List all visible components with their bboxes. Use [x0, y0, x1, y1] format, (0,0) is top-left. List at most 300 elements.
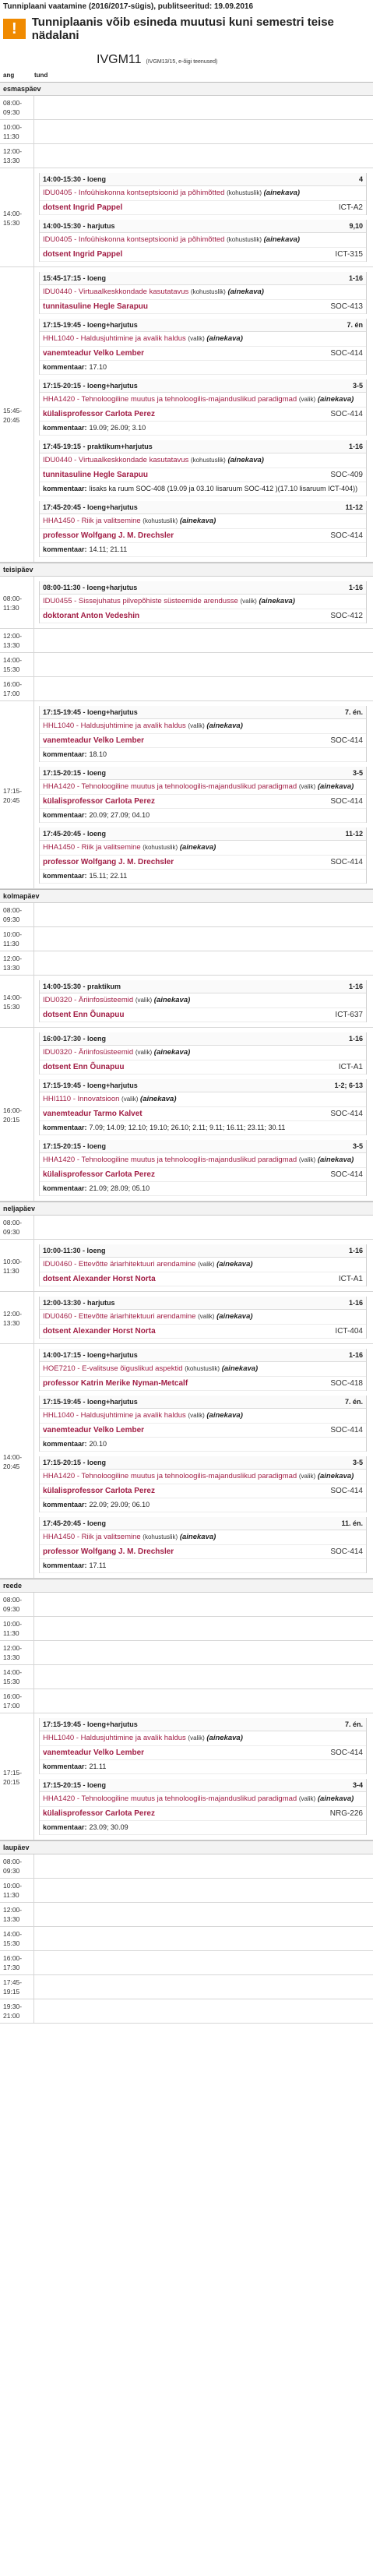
events-cell — [34, 1713, 373, 1840]
time-slot: 14:00-15:30 — [0, 168, 34, 266]
course-requirement: (kohustuslik) — [227, 189, 262, 196]
group-code: IVGM11 — [97, 53, 142, 66]
event-card — [39, 706, 367, 762]
event-time-type: 14:00-17:15 - loeng+harjutus — [43, 1351, 138, 1359]
syllabus-link[interactable]: (ainekava) — [227, 456, 264, 464]
time-slot: 10:00-11:30 — [0, 927, 34, 951]
time-slot: 16:00-20:15 — [0, 1028, 34, 1201]
event-header — [40, 581, 366, 595]
course-requirement: (valik) — [188, 335, 205, 342]
event-comment — [40, 361, 366, 375]
event-time-type: 15:45-17:15 - loeng — [43, 274, 107, 282]
time-row — [0, 629, 373, 653]
events-cell — [34, 1344, 373, 1578]
syllabus-link[interactable]: (ainekava) — [179, 843, 216, 852]
time-row — [0, 701, 373, 889]
room-label: SOC-412 — [330, 612, 363, 620]
room-label: ICT-A2 — [338, 203, 363, 212]
event-comment — [40, 809, 366, 823]
course-link[interactable]: HHL1040 - Haldusjuhtimine ja avalik haldus (valik) (ainekava) — [40, 1731, 366, 1746]
course-link[interactable]: HHL1040 - Haldusjuhtimine ja avalik haldus (valik) (ainekava) — [40, 332, 366, 347]
time-slot: 14:00-15:30 — [0, 1665, 34, 1689]
event-card — [39, 980, 367, 1022]
day-title: reede — [0, 1579, 373, 1593]
event-comment — [40, 1821, 366, 1835]
syllabus-link[interactable]: (ainekava) — [179, 517, 216, 525]
time-row — [0, 1999, 373, 2024]
event-card — [39, 440, 367, 496]
event-weeks: 7. én — [347, 321, 363, 329]
col-weekday: ang — [3, 72, 15, 79]
syllabus-link[interactable]: (ainekava) — [216, 1260, 253, 1269]
day-section — [0, 1202, 373, 1579]
room-label: NRG-226 — [329, 1809, 363, 1818]
course-link[interactable]: IDU0320 - Äriinfosüsteemid (valik) (ainekava) — [40, 1046, 366, 1060]
time-row — [0, 1240, 373, 1292]
day-title: neljapäev — [0, 1202, 373, 1216]
event-time-type: 14:00-15:30 - loeng — [43, 175, 107, 183]
course-requirement: (kohustuslik) — [190, 457, 226, 464]
time-slot: 14:00-15:30 — [0, 976, 34, 1027]
event-header — [40, 440, 366, 453]
teacher-link[interactable]: vanemteadur Velko Lember — [43, 1749, 145, 1757]
event-time-type: 17:15-19:45 - loeng+harjutus — [43, 321, 138, 329]
time-row — [0, 1879, 373, 1903]
events-cell — [34, 120, 373, 143]
time-row — [0, 1951, 373, 1975]
course-link[interactable]: HHA1420 - Tehnoloogiline muutus ja tehnoloogilis-majanduslikud paradigmad (valik) (ainekava) — [40, 780, 366, 795]
event-weeks: 7. én. — [344, 708, 363, 716]
event-comment — [40, 1498, 366, 1512]
event-header — [40, 1456, 366, 1470]
course-requirement: (valik) — [198, 1261, 215, 1268]
comment-text: 17.10 — [89, 363, 107, 371]
syllabus-link[interactable]: (ainekava) — [179, 1533, 216, 1541]
event-time-type: 10:00-11:30 - loeng — [43, 1247, 106, 1254]
time-slot: 16:00-17:00 — [0, 1689, 34, 1713]
time-slot: 15:45-20:45 — [0, 267, 34, 562]
time-slot: 08:00-09:30 — [0, 1593, 34, 1616]
events-cell — [34, 1951, 373, 1974]
events-cell — [34, 951, 373, 975]
syllabus-link[interactable]: (ainekava) — [263, 235, 301, 244]
teacher-link[interactable]: vanemteadur Tarmo Kalvet — [43, 1110, 143, 1118]
comment-text: 7.09; 14.09; 12.10; 19.10; 26.10; 2.11; 9.11; 16.11; 23.11; 30.11 — [89, 1124, 286, 1131]
syllabus-link[interactable]: (ainekava) — [153, 996, 191, 1004]
event-weeks: 1-16 — [348, 274, 363, 282]
syllabus-link[interactable]: (ainekava) — [153, 1048, 191, 1057]
syllabus-link[interactable]: (ainekava) — [317, 395, 354, 404]
event-comment — [40, 1559, 366, 1573]
comment-label: kommentaar: — [43, 1561, 87, 1569]
course-requirement: (valik) — [135, 1049, 153, 1056]
comment-label: kommentaar: — [43, 545, 87, 553]
event-header — [40, 1718, 366, 1731]
teacher-link[interactable]: professor Wolfgang J. M. Drechsler — [43, 858, 174, 866]
syllabus-link[interactable]: (ainekava) — [140, 1095, 177, 1103]
event-card — [39, 827, 367, 884]
event-header — [40, 980, 366, 993]
comment-text: 23.09; 30.09 — [89, 1823, 128, 1831]
time-row — [0, 1689, 373, 1713]
event-header — [40, 767, 366, 780]
events-cell — [34, 1689, 373, 1713]
course-requirement: (valik) — [240, 598, 257, 605]
event-time-type: 14:00-15:30 - praktikum — [43, 983, 121, 990]
room-label: SOC-414 — [330, 1170, 363, 1179]
comment-label: kommentaar: — [43, 1124, 87, 1131]
event-time-type: 17:45-19:15 - praktikum+harjutus — [43, 443, 153, 450]
comment-text: 20.09; 27.09; 04.10 — [89, 811, 150, 819]
events-cell — [34, 1292, 373, 1343]
syllabus-link[interactable]: (ainekava) — [206, 1734, 243, 1742]
comment-text: 15.11; 22.11 — [89, 872, 128, 880]
events-cell — [34, 1903, 373, 1926]
syllabus-link[interactable]: (ainekava) — [216, 1312, 253, 1321]
syllabus-link[interactable]: (ainekava) — [221, 1364, 259, 1373]
syllabus-link[interactable]: (ainekava) — [317, 1794, 354, 1803]
time-slot: 12:00-13:30 — [0, 1641, 34, 1664]
course-link[interactable]: IDU0405 - Infoühiskonna kontseptsioonid ja põhimõtted (kohustuslik) (ainekava) — [40, 186, 366, 201]
events-cell — [34, 1216, 373, 1239]
event-header — [40, 220, 366, 233]
comment-text: 17.11 — [89, 1561, 107, 1569]
teacher-link[interactable]: tunnitasuline Hegle Sarapuu — [43, 302, 149, 311]
event-weeks: 1-16 — [348, 1351, 363, 1359]
event-time-type: 17:15-20:15 - loeng — [43, 1781, 107, 1789]
events-cell — [34, 1028, 373, 1201]
course-requirement: (valik) — [188, 1412, 205, 1419]
events-cell — [34, 96, 373, 119]
comment-text: 22.09; 29.09; 06.10 — [89, 1501, 150, 1509]
syllabus-link[interactable]: (ainekava) — [259, 597, 295, 605]
time-row — [0, 976, 373, 1028]
event-time-type: 16:00-17:30 - loeng — [43, 1035, 107, 1043]
teacher-row — [40, 609, 366, 623]
teacher-link[interactable]: dotsent Ingrid Pappel — [43, 203, 123, 212]
course-link[interactable]: HHA1450 - Riik ja valitsemine (kohustuslik) (ainekava) — [40, 514, 366, 529]
event-weeks: 1-16 — [348, 443, 363, 450]
room-label: SOC-414 — [330, 349, 363, 358]
day-section — [0, 889, 373, 1202]
event-header — [40, 1517, 366, 1530]
teacher-link[interactable]: dotsent Ingrid Pappel — [43, 250, 123, 259]
events-cell — [34, 144, 373, 168]
syllabus-link[interactable]: (ainekava) — [263, 189, 301, 197]
event-card — [39, 379, 367, 436]
event-weeks: 3-5 — [352, 769, 363, 777]
event-comment — [40, 870, 366, 884]
course-link[interactable]: HHA1420 - Tehnoloogiline muutus ja tehnoloogilis-majanduslikud paradigmad (valik) (ainekava) — [40, 393, 366, 408]
time-slot: 10:00-11:30 — [0, 1240, 34, 1291]
event-card — [39, 173, 367, 215]
room-label: SOC-414 — [330, 797, 363, 806]
room-label: SOC-409 — [330, 471, 363, 479]
teacher-link[interactable]: külalisprofessor Carlota Perez — [43, 797, 155, 806]
comment-text: lisaks ka ruum SOC-408 (19.09 ja 03.10 lisaruum SOC-412 )(17.10 lisaruum ICT-404)) — [89, 485, 358, 492]
teacher-link[interactable]: dotsent Enn Õunapuu — [43, 1011, 125, 1019]
teacher-link[interactable]: professor Katrin Merike Nyman-Metcalf — [43, 1379, 188, 1388]
course-requirement: (valik) — [198, 1313, 215, 1320]
time-slot: 14:00-20:45 — [0, 1344, 34, 1578]
event-card — [39, 1456, 367, 1512]
course-link[interactable]: IDU0460 - Ettevõtte äriarhitektuuri arendamine (valik) (ainekava) — [40, 1258, 366, 1272]
event-header — [40, 1140, 366, 1153]
room-label: ICT-A1 — [338, 1063, 363, 1071]
time-row — [0, 1344, 373, 1579]
course-link[interactable]: HHA1420 - Tehnoloogiline muutus ja tehnoloogilis-majanduslikud paradigmad (valik) (ainekava) — [40, 1792, 366, 1807]
events-cell — [34, 1975, 373, 1999]
event-card — [39, 1032, 367, 1075]
time-row — [0, 144, 373, 168]
warning-text: Tunniplaanis võib esineda muutusi kuni semestri teise nädalani — [31, 16, 334, 42]
time-slot: 08:00-09:30 — [0, 96, 34, 119]
event-comment — [40, 1760, 366, 1774]
event-header — [40, 501, 366, 514]
teacher-link[interactable]: külalisprofessor Carlota Perez — [43, 1170, 155, 1179]
course-requirement: (kohustuslik) — [227, 236, 262, 243]
event-time-type: 17:45-20:45 - loeng — [43, 1519, 107, 1527]
events-cell — [34, 701, 373, 888]
teacher-row — [40, 1008, 366, 1022]
time-slot: 10:00-11:30 — [0, 1879, 34, 1902]
time-row — [0, 1641, 373, 1665]
syllabus-link[interactable]: (ainekava) — [206, 722, 243, 730]
course-requirement: (kohustuslik) — [190, 288, 226, 295]
course-link[interactable]: HHA1450 - Riik ja valitsemine (kohustuslik) (ainekava) — [40, 841, 366, 856]
event-time-type: 17:15-19:45 - loeng+harjutus — [43, 1082, 138, 1089]
time-row — [0, 1216, 373, 1240]
event-weeks: 1-16 — [348, 983, 363, 990]
time-slot: 12:00-13:30 — [0, 629, 34, 652]
event-time-type: 17:15-19:45 - loeng+harjutus — [43, 708, 138, 716]
room-label: SOC-414 — [330, 1547, 363, 1556]
room-label: SOC-413 — [330, 302, 363, 311]
course-link[interactable]: HHA1450 - Riik ja valitsemine (kohustuslik) (ainekava) — [40, 1530, 366, 1545]
events-cell — [34, 927, 373, 951]
events-cell — [34, 1593, 373, 1616]
teacher-link[interactable]: külalisprofessor Carlota Perez — [43, 410, 155, 418]
comment-label: kommentaar: — [43, 1763, 87, 1770]
teacher-link[interactable]: külalisprofessor Carlota Perez — [43, 1487, 155, 1495]
time-row — [0, 1903, 373, 1927]
warning-banner — [3, 16, 370, 42]
teacher-link[interactable]: vanemteadur Velko Lember — [43, 1426, 145, 1434]
course-link[interactable]: HOE7210 - E-valitsuse õiguslikud aspektid (kohustuslik) (ainekava) — [40, 1362, 366, 1377]
day-title: laupäev — [0, 1841, 373, 1854]
event-weeks: 1-16 — [348, 1247, 363, 1254]
day-title: esmaspäev — [0, 83, 373, 96]
event-time-type: 17:15-20:15 - loeng — [43, 769, 107, 777]
comment-text: 14.11; 21.11 — [89, 545, 128, 553]
event-comment — [40, 482, 366, 496]
events-cell — [34, 903, 373, 926]
teacher-row — [40, 795, 366, 809]
teacher-row — [40, 201, 366, 215]
events-cell — [34, 1854, 373, 1878]
teacher-link[interactable]: tunnitasuline Hegle Sarapuu — [43, 471, 149, 479]
events-cell — [34, 267, 373, 562]
time-slot: 14:00-15:30 — [0, 1927, 34, 1950]
syllabus-link[interactable]: (ainekava) — [317, 1156, 354, 1164]
room-label: SOC-418 — [330, 1379, 363, 1388]
course-link[interactable]: HHL1040 - Haldusjuhtimine ja avalik haldus (valik) (ainekava) — [40, 1409, 366, 1424]
event-weeks: 1-16 — [348, 1035, 363, 1043]
time-row — [0, 1593, 373, 1617]
teacher-link[interactable]: professor Wolfgang J. M. Drechsler — [43, 531, 174, 540]
comment-label: kommentaar: — [43, 363, 87, 371]
teacher-row — [40, 1484, 366, 1498]
course-link[interactable]: IDU0455 - Sissejuhatus pilvepõhiste süsteemide arendusse (valik) (ainekava) — [40, 595, 366, 609]
event-header — [40, 272, 366, 285]
event-card — [39, 319, 367, 375]
time-row — [0, 1665, 373, 1689]
course-requirement: (kohustuslik) — [143, 844, 178, 851]
time-row — [0, 267, 373, 563]
course-requirement: (valik) — [298, 1795, 316, 1802]
course-link[interactable]: HHA1420 - Tehnoloogiline muutus ja tehnoloogilis-majanduslikud paradigmad (valik) (ainekava) — [40, 1470, 366, 1484]
event-time-type: 14:00-15:30 - harjutus — [43, 222, 115, 230]
event-time-type: 17:45-20:45 - loeng — [43, 830, 107, 838]
event-card — [39, 1349, 367, 1391]
course-link[interactable]: IDU0440 - Virtuaalkeskkondade kasutatavus (kohustuslik) (ainekava) — [40, 285, 366, 300]
event-weeks: 3-5 — [352, 1459, 363, 1466]
event-header — [40, 319, 366, 332]
teacher-link[interactable]: doktorant Anton Vedeshin — [43, 612, 140, 620]
warning-icon: ! — [3, 19, 26, 39]
event-header — [40, 1779, 366, 1792]
comment-label: kommentaar: — [43, 1501, 87, 1509]
events-cell — [34, 1641, 373, 1664]
event-header — [40, 827, 366, 841]
teacher-row — [40, 248, 366, 262]
time-slot: 08:00-09:30 — [0, 903, 34, 926]
event-weeks: 7. én. — [344, 1398, 363, 1406]
room-label: SOC-414 — [330, 410, 363, 418]
time-slot: 16:00-17:00 — [0, 677, 34, 700]
time-slot: 08:00-09:30 — [0, 1854, 34, 1878]
events-cell — [34, 976, 373, 1027]
event-comment — [40, 748, 366, 762]
events-cell — [34, 1665, 373, 1689]
syllabus-link[interactable]: (ainekava) — [317, 1472, 354, 1480]
teacher-row — [40, 408, 366, 422]
syllabus-link[interactable]: (ainekava) — [317, 782, 354, 791]
event-card — [39, 501, 367, 557]
comment-label: kommentaar: — [43, 1184, 87, 1192]
schedule — [0, 82, 373, 2024]
event-card — [39, 220, 367, 262]
event-card — [39, 272, 367, 314]
group-title — [97, 53, 370, 67]
events-cell — [34, 1617, 373, 1640]
comment-label: kommentaar: — [43, 485, 87, 492]
comment-label: kommentaar: — [43, 1440, 87, 1448]
event-header — [40, 1297, 366, 1310]
event-weeks: 11-12 — [345, 503, 363, 511]
teacher-row — [40, 1272, 366, 1286]
event-weeks: 1-2; 6-13 — [334, 1082, 363, 1089]
room-label: ICT-637 — [335, 1011, 363, 1019]
teacher-link[interactable]: vanemteadur Velko Lember — [43, 736, 145, 745]
teacher-link[interactable]: dotsent Alexander Horst Norta — [43, 1275, 156, 1283]
course-requirement: (valik) — [135, 997, 153, 1004]
course-link[interactable]: IDU0320 - Äriinfosüsteemid (valik) (ainekava) — [40, 993, 366, 1008]
room-label: ICT-A1 — [338, 1275, 363, 1283]
course-link[interactable]: IDU0460 - Ettevõtte äriarhitektuuri arendamine (valik) (ainekava) — [40, 1310, 366, 1325]
course-requirement: (valik) — [298, 396, 316, 403]
course-link[interactable]: HHL1040 - Haldusjuhtimine ja avalik haldus (valik) (ainekava) — [40, 719, 366, 734]
syllabus-link[interactable]: (ainekava) — [206, 334, 243, 343]
comment-text: 21.11 — [89, 1763, 107, 1770]
room-label: SOC-414 — [330, 1426, 363, 1434]
day-section — [0, 1579, 373, 1840]
event-time-type: 12:00-13:30 - harjutus — [43, 1299, 115, 1307]
course-link[interactable]: IDU0405 - Infoühiskonna kontseptsioonid ja põhimõtted (kohustuslik) (ainekava) — [40, 233, 366, 248]
day-title: kolmapäev — [0, 890, 373, 903]
teacher-link[interactable]: professor Wolfgang J. M. Drechsler — [43, 1547, 174, 1556]
event-time-type: 17:15-20:15 - loeng — [43, 1142, 107, 1150]
course-link[interactable]: HHA1420 - Tehnoloogiline muutus ja tehnoloogilis-majanduslikud paradigmad (valik) (ainekava) — [40, 1153, 366, 1168]
teacher-link[interactable]: dotsent Enn Õunapuu — [43, 1063, 125, 1071]
day-section — [0, 82, 373, 563]
publication-info: Tunniplaani vaatamine (2016/2017-sügis), publitseeritud: 19.09.2016 — [3, 2, 254, 11]
course-requirement: (valik) — [188, 722, 205, 729]
time-row — [0, 96, 373, 120]
time-row — [0, 1617, 373, 1641]
room-label: SOC-414 — [330, 1749, 363, 1757]
comment-label: kommentaar: — [43, 1823, 87, 1831]
teacher-row — [40, 529, 366, 543]
time-slot: 16:00-17:30 — [0, 1951, 34, 1974]
teacher-row — [40, 1060, 366, 1075]
event-header — [40, 173, 366, 186]
comment-label: kommentaar: — [43, 872, 87, 880]
events-cell — [34, 1927, 373, 1950]
event-card — [39, 1396, 367, 1452]
teacher-link[interactable]: vanemteadur Velko Lember — [43, 349, 145, 358]
comment-label: kommentaar: — [43, 750, 87, 758]
teacher-row — [40, 1168, 366, 1182]
course-link[interactable]: HHI1110 - Innovatsioon (valik) (ainekava) — [40, 1092, 366, 1107]
events-cell — [34, 577, 373, 628]
syllabus-link[interactable]: (ainekava) — [227, 288, 264, 296]
event-card — [39, 1140, 367, 1196]
event-header — [40, 1396, 366, 1409]
comment-text: 21.09; 28.09; 05.10 — [89, 1184, 150, 1192]
time-slot: 10:00-11:30 — [0, 1617, 34, 1640]
group-note: (IVGM13/15, e-õigi teenused) — [146, 59, 218, 65]
event-time-type: 17:15-19:45 - loeng+harjutus — [43, 1720, 138, 1728]
comment-label: kommentaar: — [43, 811, 87, 819]
teacher-link[interactable]: dotsent Alexander Horst Norta — [43, 1327, 156, 1336]
event-card — [39, 581, 367, 623]
room-label: ICT-315 — [335, 250, 363, 259]
event-card — [39, 1517, 367, 1573]
col-hour: tund — [34, 72, 48, 79]
teacher-link[interactable]: külalisprofessor Carlota Perez — [43, 1809, 155, 1818]
syllabus-link[interactable]: (ainekava) — [206, 1411, 243, 1420]
event-comment — [40, 1121, 366, 1135]
room-label: SOC-414 — [330, 858, 363, 866]
event-time-type: 17:15-20:15 - loeng+harjutus — [43, 382, 138, 390]
time-row — [0, 927, 373, 951]
course-link[interactable]: IDU0440 - Virtuaalkeskkondade kasutatavus (kohustuslik) (ainekava) — [40, 453, 366, 468]
teacher-row — [40, 1807, 366, 1821]
event-card — [39, 1718, 367, 1774]
course-requirement: (kohustuslik) — [185, 1365, 220, 1372]
course-requirement: (valik) — [298, 1473, 316, 1480]
